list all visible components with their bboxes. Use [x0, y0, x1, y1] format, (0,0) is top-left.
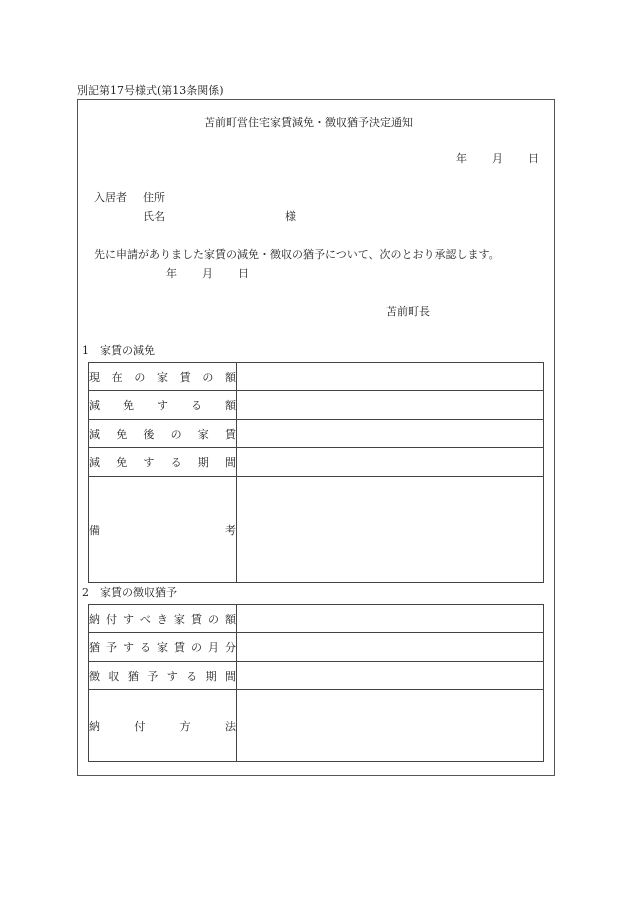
section1-heading: 1 家賃の減免	[82, 344, 155, 357]
payment-char-2: 付	[134, 719, 146, 733]
value-cell	[237, 391, 544, 420]
table-row	[89, 690, 544, 762]
body-text: 先に申請がありました家賃の減免・徴収の猶予について、次のとおり承認します。	[94, 248, 500, 261]
table-row	[89, 605, 544, 633]
value-cell	[237, 605, 544, 633]
payment-char-3: 方	[179, 719, 191, 733]
address-label: 住所	[143, 191, 165, 204]
table-row	[89, 420, 544, 448]
header-day: 日	[528, 152, 539, 165]
value-cell	[237, 633, 544, 662]
section2-heading: 2 家賃の徴収猶予	[82, 586, 177, 599]
remarks-char-2: 考	[225, 523, 236, 537]
value-cell	[237, 363, 544, 391]
row-label-payment-method	[89, 690, 237, 762]
table-row	[89, 477, 544, 583]
table-row	[89, 391, 544, 420]
row-label-reduction-amount: 減免する額	[89, 391, 237, 420]
table-row	[89, 448, 544, 477]
row-label-deferred-months: 猶予する家賃の月分	[89, 633, 237, 662]
row-label-rent-due: 納付すべき家賃の額	[89, 605, 237, 633]
document-title: 苫前町営住宅家賃減免・徴収猶予決定通知	[204, 116, 413, 129]
payment-char-4: 法	[224, 719, 236, 733]
row-label-deferral-period: 徴収猶予する期間	[89, 662, 237, 690]
value-cell	[237, 662, 544, 690]
approval-day: 日	[238, 267, 249, 280]
form-number: 別記第17号様式(第13条関係)	[77, 84, 224, 97]
approval-year: 年	[166, 267, 177, 280]
value-cell	[237, 477, 544, 583]
payment-char-1: 納	[89, 719, 100, 733]
table-row	[89, 633, 544, 662]
name-label: 氏名	[143, 210, 165, 223]
header-month: 月	[492, 152, 503, 165]
table-row	[89, 662, 544, 690]
remarks-char-1: 備	[89, 523, 100, 537]
value-cell	[237, 690, 544, 762]
approval-month: 月	[202, 267, 213, 280]
resident-label: 入居者	[94, 191, 127, 204]
row-label-remarks	[89, 477, 237, 583]
table-row	[89, 363, 544, 391]
row-label-current-rent: 現在の家賃の額	[89, 363, 237, 391]
header-year: 年	[456, 152, 467, 165]
reduction-table	[88, 362, 544, 583]
issuer: 苫前町長	[386, 305, 430, 318]
deferral-table	[88, 604, 544, 762]
honorific: 様	[285, 210, 296, 223]
value-cell	[237, 448, 544, 477]
row-label-rent-after: 減免後の家賃	[89, 420, 237, 448]
value-cell	[237, 420, 544, 448]
row-label-reduction-period: 減免する期間	[89, 448, 237, 477]
